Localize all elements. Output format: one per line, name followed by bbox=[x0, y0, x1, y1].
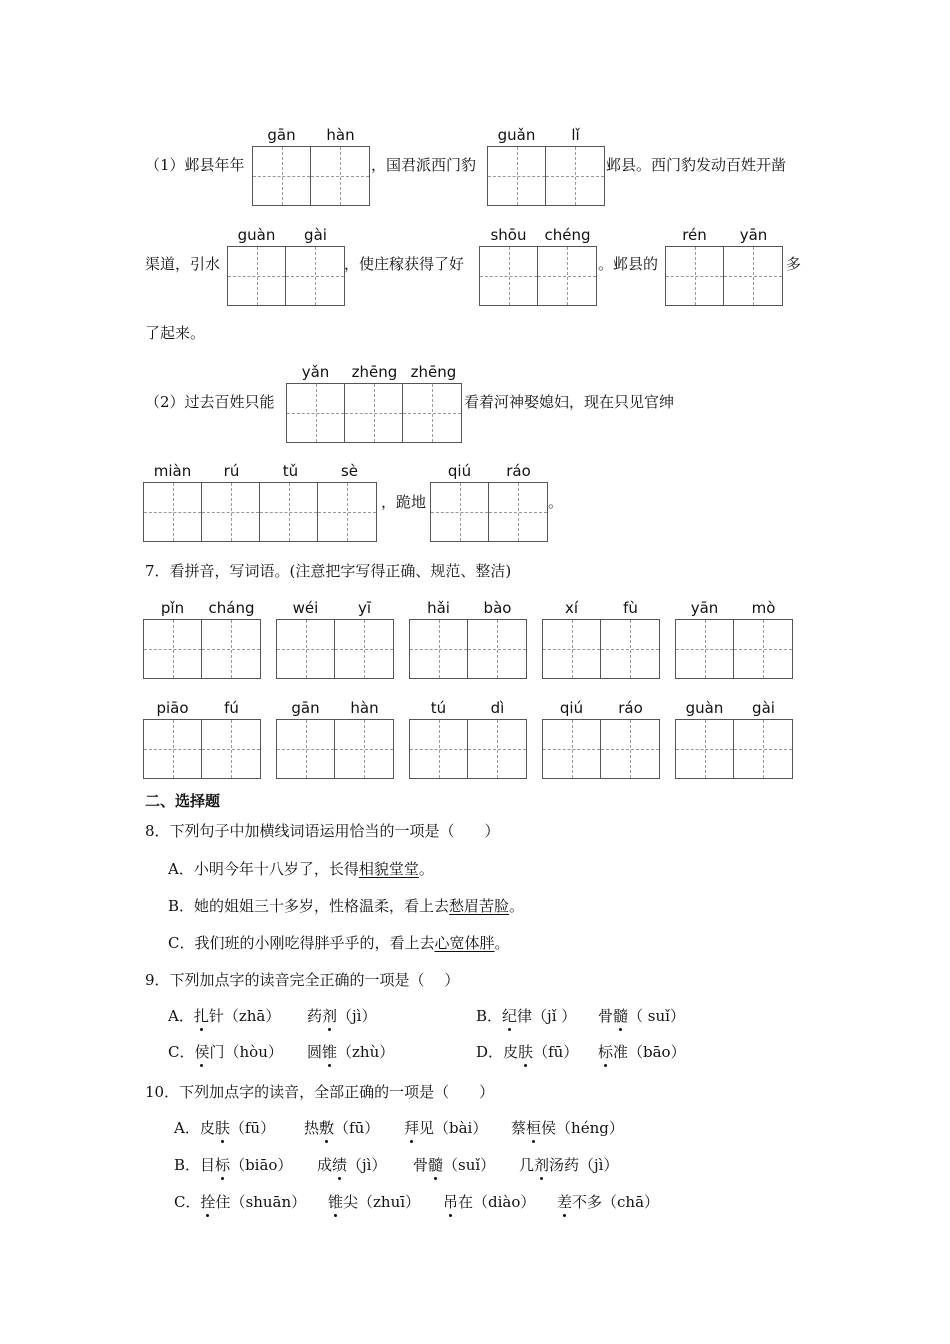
option-text: 准（bāo） bbox=[613, 1043, 686, 1061]
pinyin: pǐn bbox=[160, 599, 185, 617]
q10-c-word4 bbox=[557, 1192, 659, 1212]
writing-grid[interactable] bbox=[143, 719, 261, 779]
dotted-char: 标 bbox=[215, 1156, 231, 1174]
dotted-char: 髓 bbox=[613, 1007, 629, 1025]
sentence-text: ，跪地 bbox=[381, 493, 427, 511]
sentence-text: 。邺县的 bbox=[598, 255, 659, 273]
writing-grid[interactable] bbox=[143, 619, 261, 679]
pinyin: gài bbox=[752, 699, 775, 717]
option-text: （fū） bbox=[334, 1119, 380, 1137]
pinyin: guàn bbox=[685, 699, 724, 717]
writing-grid[interactable] bbox=[487, 146, 605, 206]
underlined-word: 愁眉苦脸 bbox=[449, 897, 510, 915]
section-heading: 二、选择题 bbox=[145, 792, 221, 810]
dotted-char: 侯 bbox=[194, 1043, 210, 1061]
pinyin: yān bbox=[690, 599, 719, 617]
pinyin: tǔ bbox=[282, 462, 299, 480]
writing-grid[interactable] bbox=[286, 383, 462, 443]
pinyin: wéi bbox=[292, 599, 319, 617]
writing-grid[interactable] bbox=[276, 619, 394, 679]
q9-title: 9．下列加点字的读音完全正确的一项是（ ） bbox=[145, 971, 460, 989]
dotted-char: 拜 bbox=[404, 1119, 420, 1137]
dotted-char: 锥 bbox=[328, 1193, 344, 1211]
q8-option-c[interactable] bbox=[168, 933, 510, 953]
q10-c-word3 bbox=[443, 1192, 535, 1212]
q9-option-b-word2 bbox=[598, 1006, 685, 1026]
pinyin: rén bbox=[682, 226, 707, 244]
pinyin: ráo bbox=[618, 699, 643, 717]
dotted-char: 肤 bbox=[214, 1119, 230, 1137]
option-text: （jì） bbox=[347, 1156, 387, 1174]
option-text: 圆 bbox=[307, 1043, 323, 1061]
q10-option-c[interactable] bbox=[174, 1192, 306, 1212]
q10-b-word4 bbox=[519, 1155, 618, 1175]
sentence-text: 了起来。 bbox=[145, 324, 206, 342]
writing-grid[interactable] bbox=[276, 719, 394, 779]
option-text: C．我们班的小刚吃得胖乎乎的，看上去 bbox=[168, 934, 435, 952]
option-text: A．小明今年十八岁了，长得 bbox=[168, 860, 359, 878]
writing-grid[interactable] bbox=[542, 719, 660, 779]
q10-title: 10．下列加点字的读音，全部正确的一项是（ ） bbox=[145, 1083, 495, 1101]
option-text: 皮 bbox=[199, 1119, 215, 1137]
q10-option-a[interactable] bbox=[174, 1118, 275, 1138]
pinyin: lǐ bbox=[571, 126, 580, 144]
sentence-text: 渠道，引水 bbox=[145, 255, 221, 273]
option-text: 几 bbox=[519, 1156, 535, 1174]
q9-option-b[interactable] bbox=[476, 1006, 576, 1026]
option-text: 门（hòu） bbox=[209, 1043, 283, 1061]
pinyin: xí bbox=[564, 599, 579, 617]
pinyin: hàn bbox=[350, 699, 379, 717]
q7-title: 7．看拼音，写词语。(注意把字写得正确、规范、整洁) bbox=[145, 562, 512, 580]
q9-option-a[interactable] bbox=[168, 1006, 280, 1026]
sentence-text: 多 bbox=[786, 255, 802, 273]
option-text: 蔡 bbox=[511, 1119, 527, 1137]
pinyin: bào bbox=[483, 599, 512, 617]
pinyin: guàn bbox=[237, 226, 276, 244]
dotted-char: 剂 bbox=[534, 1156, 550, 1174]
q9-option-c-word2 bbox=[307, 1042, 394, 1062]
dotted-char: 扎 bbox=[193, 1007, 209, 1025]
option-letter: A． bbox=[168, 1007, 194, 1025]
pinyin: fù bbox=[623, 599, 638, 617]
pinyin: qiú bbox=[559, 699, 584, 717]
pinyin: yǎn bbox=[301, 363, 330, 381]
option-letter: D． bbox=[476, 1043, 504, 1061]
writing-grid[interactable] bbox=[252, 146, 370, 206]
pinyin: qiú bbox=[447, 462, 472, 480]
q10-a-word2 bbox=[304, 1118, 379, 1138]
option-text: 药 bbox=[307, 1007, 323, 1025]
q9-option-c[interactable] bbox=[168, 1042, 283, 1062]
writing-grid[interactable] bbox=[542, 619, 660, 679]
writing-grid[interactable] bbox=[143, 482, 377, 542]
dotted-char: 吊 bbox=[443, 1193, 459, 1211]
sentence-text: 。 bbox=[548, 493, 564, 511]
pinyin: zhēng bbox=[351, 363, 398, 381]
writing-grid[interactable] bbox=[675, 719, 793, 779]
pinyin: mò bbox=[751, 599, 776, 617]
sentence-text: ，国君派西门豹 bbox=[371, 156, 477, 174]
option-text: 。 bbox=[418, 860, 434, 878]
option-text: 目 bbox=[200, 1156, 216, 1174]
dotted-char: 肤 bbox=[518, 1043, 534, 1061]
option-text: 见（bài） bbox=[419, 1119, 488, 1137]
option-text: （biāo） bbox=[230, 1156, 293, 1174]
option-text: 侯（héng） bbox=[541, 1119, 624, 1137]
q9-option-d[interactable] bbox=[476, 1042, 578, 1062]
option-letter: B． bbox=[476, 1007, 503, 1025]
dotted-char: 标 bbox=[598, 1043, 614, 1061]
option-text: 骨 bbox=[598, 1007, 614, 1025]
option-text: 住（shuān） bbox=[215, 1193, 307, 1211]
pinyin: sè bbox=[340, 462, 359, 480]
q10-c-word2 bbox=[328, 1192, 420, 1212]
pinyin: dì bbox=[490, 699, 505, 717]
option-text: 。 bbox=[494, 934, 510, 952]
option-text: 不多（chā） bbox=[572, 1193, 660, 1211]
option-text: （fū） bbox=[533, 1043, 579, 1061]
pinyin: piāo bbox=[156, 699, 189, 717]
dotted-char: 锥 bbox=[322, 1043, 338, 1061]
dotted-char: 差 bbox=[557, 1193, 573, 1211]
option-text: 在（diào） bbox=[458, 1193, 536, 1211]
option-text: 律（jǐ ） bbox=[517, 1007, 577, 1025]
pinyin: yī bbox=[357, 599, 372, 617]
q8-option-a[interactable] bbox=[168, 859, 434, 879]
dotted-char: 剂 bbox=[322, 1007, 338, 1025]
option-text: 汤药（jì） bbox=[549, 1156, 619, 1174]
writing-grid[interactable] bbox=[430, 482, 548, 542]
underlined-word: 心宽体胖 bbox=[434, 934, 495, 952]
dotted-char: 桓 bbox=[526, 1119, 542, 1137]
pinyin: hàn bbox=[326, 126, 355, 144]
pinyin: gài bbox=[304, 226, 327, 244]
option-letter: C． bbox=[168, 1043, 195, 1061]
q9-option-d-word2 bbox=[598, 1042, 686, 1062]
q10-b-word3 bbox=[413, 1155, 495, 1175]
option-letter: A． bbox=[174, 1119, 200, 1137]
pinyin: hǎi bbox=[427, 599, 450, 617]
option-text: （suǐ） bbox=[443, 1156, 496, 1174]
q8-title: 8．下列句子中加横线词语运用恰当的一项是（ ） bbox=[145, 822, 500, 840]
option-letter: B． bbox=[174, 1156, 201, 1174]
q10-b-word2 bbox=[317, 1155, 386, 1175]
pinyin: guǎn bbox=[497, 126, 536, 144]
option-text: （zhù） bbox=[337, 1043, 395, 1061]
pinyin: tú bbox=[430, 699, 447, 717]
writing-grid[interactable] bbox=[665, 246, 783, 306]
dotted-char: 绩 bbox=[332, 1156, 348, 1174]
option-letter: C． bbox=[174, 1193, 201, 1211]
pinyin: yān bbox=[739, 226, 768, 244]
writing-grid[interactable] bbox=[409, 719, 527, 779]
pinyin: cháng bbox=[208, 599, 255, 617]
writing-grid[interactable] bbox=[227, 246, 345, 306]
pinyin: zhēng bbox=[410, 363, 457, 381]
pinyin: ráo bbox=[506, 462, 531, 480]
sentence-text: 邺县。西门豹发动百姓开凿 bbox=[606, 156, 787, 174]
q10-a-word3 bbox=[404, 1118, 487, 1138]
dotted-char: 纪 bbox=[502, 1007, 518, 1025]
option-text: 。 bbox=[509, 897, 525, 915]
option-text: 热 bbox=[304, 1119, 320, 1137]
option-text: 骨 bbox=[413, 1156, 429, 1174]
underlined-word: 相貌堂堂 bbox=[358, 860, 419, 878]
writing-grid[interactable] bbox=[409, 619, 527, 679]
pinyin: rú bbox=[223, 462, 240, 480]
option-text: 尖（zhuī） bbox=[343, 1193, 421, 1211]
option-text: 成 bbox=[317, 1156, 333, 1174]
option-text: （fū） bbox=[229, 1119, 276, 1137]
option-text: （ suǐ） bbox=[628, 1007, 685, 1025]
pinyin: chéng bbox=[544, 226, 591, 244]
dotted-char: 髓 bbox=[428, 1156, 444, 1174]
writing-grid[interactable] bbox=[675, 619, 793, 679]
option-text: 皮 bbox=[503, 1043, 519, 1061]
pinyin: gān bbox=[291, 699, 320, 717]
pinyin: miàn bbox=[153, 462, 192, 480]
writing-grid[interactable] bbox=[479, 246, 597, 306]
q9-option-a-word2 bbox=[307, 1006, 376, 1026]
option-text: B．她的姐姐三十多岁，性格温柔，看上去 bbox=[168, 897, 450, 915]
sentence-text: 看着河神娶媳妇，现在只见官绅 bbox=[464, 393, 675, 411]
sentence-text: （2）过去百姓只能 bbox=[145, 393, 275, 411]
q10-option-b[interactable] bbox=[174, 1155, 292, 1175]
pinyin: shōu bbox=[490, 226, 527, 244]
q10-a-word4 bbox=[511, 1118, 624, 1138]
pinyin: fú bbox=[224, 699, 239, 717]
pinyin: gān bbox=[267, 126, 296, 144]
option-text: （jì） bbox=[337, 1007, 377, 1025]
q8-option-b[interactable] bbox=[168, 896, 524, 916]
option-text: 针（zhā） bbox=[208, 1007, 281, 1025]
sentence-text: ，使庄稼获得了好 bbox=[344, 255, 465, 273]
dotted-char: 拴 bbox=[200, 1193, 216, 1211]
sentence-text: （1）邺县年年 bbox=[145, 156, 245, 174]
dotted-char: 敷 bbox=[319, 1119, 335, 1137]
